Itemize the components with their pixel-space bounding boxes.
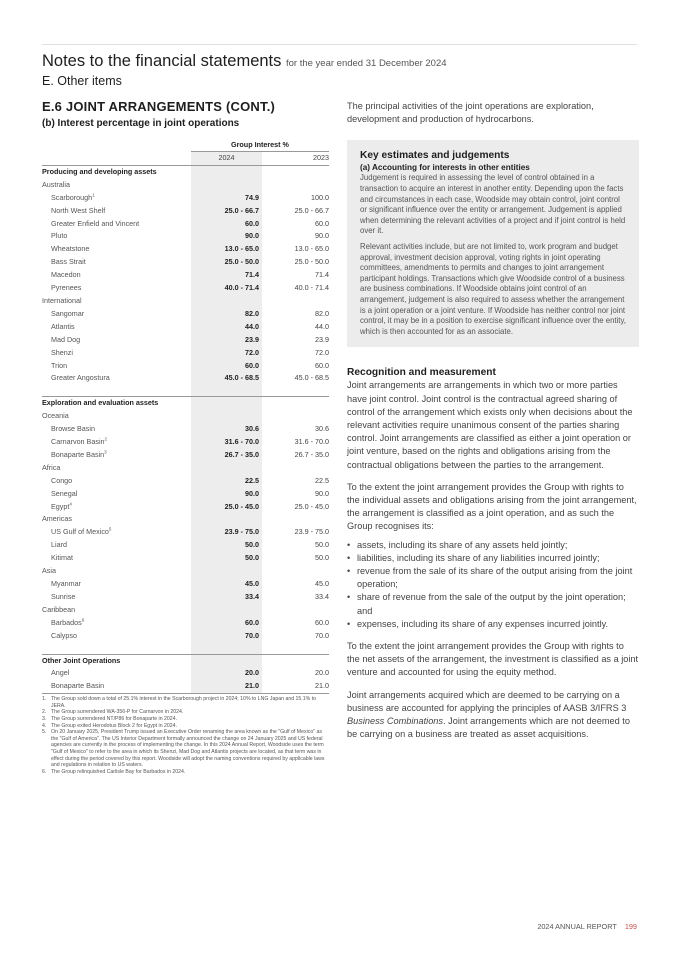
table-group-row [42,654,329,667]
asset-name: Sangomar [51,308,85,318]
value-2024: 70.0 [191,630,262,643]
region-label: Americas [42,514,72,524]
table-row [42,680,329,693]
region-label: Africa [42,462,61,472]
value-2023: 90.0 [315,488,329,498]
region-label: Oceania [42,411,69,421]
footnote [42,709,329,716]
table-row [42,282,329,295]
footnote-text: The Group relinquished Carlisle Bay for Barbados in 2024. [51,768,186,775]
table-row [42,205,329,218]
value-2023: 30.6 [315,424,329,434]
table-row [42,617,329,630]
value-2023: 50.0 [315,553,329,563]
group-interest-header: Group Interest % [191,139,329,152]
footnote [42,769,329,776]
table-group-row [42,165,329,178]
key-estimates-box [347,140,639,347]
value-2023: 44.0 [315,321,329,331]
table-row [42,475,329,488]
group-header-row [42,139,329,152]
value-2024: 72.0 [191,347,262,360]
asset-name: Calypso [51,630,77,640]
report-name: 2024 ANNUAL REPORT [537,922,617,931]
footnotes [42,696,329,775]
asset-name: Liard [51,540,67,550]
footnote-ref: 1 [92,192,95,198]
key-estimates-paragraph-2: Relevant activities include, but are not limited to, work program and budget approval, investment decision approval, voting rights in joint operating committees, amendments to permits and changes to joint arrangement participant holdings. Transactions which give Woodside control of a business are business combinations. If Woodside obtains joint control of an arrangement, judgement is also required to assess whether the arrangement is a joint operation or a joint venture. If Woodside has neither control nor joint control, it may be in a position to exercise significant influence over the entity, which is then accounted for as an associate. [360,241,626,336]
asset-name: Egypt$^4$ [51,501,72,511]
recognition-paragraph-1: Joint arrangements are arrangements in which two or more parties have joint control. Joint control is the contractual agreed sharing of control of the arrangement which exists only when decisions about the relevant activities require unanimous consent of the parties sharing control. Joint arrangements are classified as either a joint operation or joint venture, based on the rights and obligations arising from the contractual obligations between the parties to the arrangement. [347,380,633,470]
table-row [42,552,329,565]
value-2023: 25.0 - 66.7 [294,205,329,215]
table-row [42,501,329,514]
intro-paragraph: The principal activities of the joint operations are exploration, development and production of hydrocarbons. [347,101,594,125]
value-2024: 50.0 [191,552,262,565]
asset-name: Bass Strait [51,257,86,267]
region-label: Caribbean [42,604,76,614]
value-2023: 70.0 [315,630,329,640]
col-2023-header: 2023 [262,152,329,166]
footnote-number: 3. [42,716,47,723]
footnote [42,729,329,769]
table-row [42,347,329,360]
key-estimates-subtitle: (a) Accounting for interests in other entities [360,163,530,173]
footnote-number: 5. [42,729,47,736]
value-2024: 13.0 - 65.0 [191,243,262,256]
right-column [347,100,639,750]
table-spacer [42,643,329,655]
value-2024: 44.0 [191,321,262,334]
table-row [42,256,329,269]
asset-name: Angel [51,668,70,678]
table-group-row [42,397,329,410]
value-2023: 50.0 [315,540,329,550]
value-2024: 60.0 [191,218,262,231]
value-2023: 60.0 [315,218,329,228]
recognition-paragraph-2: To the extent the joint arrangement provides the Group with rights to the individual assets and obligations arising from the joint arrangement, the arrangement is classified as a joint operation, and as such the Group recognises its: [347,481,637,532]
footnote-text: On 20 January 2025, President Trump issued an Executive Order renaming the area known as the "Gulf of Mexico" as the "Gulf of America". The US Interior Department formally announced the change on 24 January 2025 and US federal agencies are currently in the process of implementing the change. In this 2024 Annual Report, Woodside uses the term "Gulf of Mexico" to refer to the area in which its Shenzi, Mad Dog and Atlantis projects are located, as that term was in effect during the period covered by this report. Woodside will adopt the naming conventions required by applicable laws and regulations in relation to US waters. [51,729,325,769]
asset-name: Atlantis [51,321,75,331]
footnote [42,696,329,709]
value-2023: 90.0 [315,231,329,241]
footnote-ref: 3 [104,449,107,455]
asset-name: Macedon [51,270,81,280]
col-2024-header: 2024 [191,152,262,166]
asset-name: Barbados$^6$ [51,617,85,627]
value-2023: 22.5 [315,475,329,485]
asset-name: US Gulf of Mexico$^5$ [51,526,112,537]
value-2023: 23.9 - 75.0 [294,527,329,537]
table-row [42,488,329,501]
bullet-item: • share of revenue from the sale of the output by the joint operation; and [347,591,639,617]
value-2023: 100.0 [311,192,329,202]
table-row [42,578,329,591]
footnote-ref: 4 [69,501,72,507]
value-2024: 25.0 - 50.0 [191,256,262,269]
value-2024: 90.0 [191,230,262,243]
table-row [42,321,329,334]
value-2024: 25.0 - 66.7 [191,205,262,218]
footnote [42,723,329,730]
table-region-row [42,462,329,475]
value-2024: 60.0 [191,617,262,630]
table-region-row [42,295,329,308]
asset-name: Greater Enfield and Vincent [51,218,140,228]
value-2024: 26.7 - 35.0 [191,449,262,462]
asset-name: Myanmar [51,579,81,588]
section-title: E.6 JOINT ARRANGEMENTS (CONT.) [42,99,276,114]
section-label: E. Other items [42,74,122,88]
footnote-number: 1. [42,696,47,703]
value-2024: 30.6 [191,423,262,436]
value-2023: 71.4 [315,270,329,280]
value-2024: 90.0 [191,488,262,501]
footnote-text: The Group sold down a total of 25.1% interest in the Scarborough project in 2024; 10% to LNG Japan and 15.1% to JERA. [51,696,317,709]
value-2023: 60.0 [315,360,329,370]
value-2024: 40.0 - 71.4 [191,282,262,295]
table-spacer [42,385,329,397]
asset-name: North West Shelf [51,205,106,215]
section-subtitle: (b) Interest percentage in joint operations [42,118,240,129]
asset-name: Shenzi [51,347,73,357]
page-header [42,52,642,88]
asset-name: Sunrise [51,591,76,601]
column-header-row [42,152,329,166]
page-title-text: Notes to the financial statements [42,52,282,70]
value-2024: 60.0 [191,360,262,373]
footnote [42,716,329,723]
value-2023: 21.0 [262,680,329,693]
interest-table [42,139,329,694]
bullet-item: • assets, including its share of any assets held jointly; [347,539,639,552]
page-footer [537,922,637,931]
value-2024: 31.6 - 70.0 [191,436,262,449]
table-row [42,526,329,539]
value-2024: 74.9 [191,192,262,205]
asset-name: Kitimat [51,553,73,563]
asset-name: Scarborough$^1$ [51,192,95,202]
footnote-ref: 5 [108,526,112,532]
recognition-paragraph-4: Joint arrangements acquired which are deemed to be carrying on a business are accounted for applying the principles of AASB 3/IFRS 3 Business Combinations. Joint arrangements which are not deemed to be carrying on a business are treated as asset acquisitions. [347,689,630,740]
table-row [42,334,329,347]
value-2024: 82.0 [191,308,262,321]
footnote-number: 6. [42,768,47,775]
asset-name: Senegal [51,488,78,498]
table-region-row [42,179,329,192]
value-2024: 23.9 [191,334,262,347]
recognition-bullets [347,539,639,631]
asset-name: Pluto [51,231,68,241]
table-region-row [42,410,329,423]
page-title [42,52,642,73]
value-2023: 25.0 - 45.0 [294,501,329,511]
value-2024: 45.0 - 68.5 [191,372,262,385]
value-2023: 20.0 [315,668,329,678]
table-row [42,449,329,462]
value-2024: 22.5 [191,475,262,488]
value-2023: 45.0 - 68.5 [294,373,329,383]
footnote-text: The Group surrendered WA-356-P for Carnarvon in 2024. [51,709,184,716]
table-row [42,218,329,231]
footnote-ref: 2 [104,436,108,442]
asset-name: Congo [51,475,73,485]
group-label: Other Joint Operations [42,654,191,667]
asset-name: Bonaparte Basin [42,680,191,693]
asset-name: Bonaparte Basin$^3$ [51,449,107,459]
asset-name: Trion [51,360,68,370]
key-estimates-paragraph-1: Judgement is required in assessing the level of control obtained in a transaction to acquire an interest in another entity. Depending upon the facts and circumstances in each case, Woodside may obtain control, joint control or significant influence over the entity or arrangement. Judgement is applied when determining the relevant activities of a project and if joint control is held over it. [360,173,626,236]
value-2023: 82.0 [315,308,329,318]
value-2023: 25.0 - 50.0 [294,257,329,267]
value-2023: 40.0 - 71.4 [294,283,329,293]
table-region-row [42,604,329,617]
bullet-item: • expenses, including its share of any expenses incurred jointly. [347,618,639,631]
header-rule [42,44,637,45]
region-label: International [42,295,82,305]
footnote-ref: 6 [81,617,85,623]
value-2023: 13.0 - 65.0 [294,244,329,254]
table-row [42,308,329,321]
value-2023: 45.0 [315,579,329,588]
asset-name: Wheatstone [51,244,90,254]
asset-name: Carnarvon Basin$^2$ [51,436,108,447]
table-row [42,372,329,385]
table-row [42,230,329,243]
value-2024: 25.0 - 45.0 [191,501,262,514]
value-2023: 23.9 [315,334,329,344]
group-label: Exploration and evaluation assets [42,397,191,410]
recognition-title: Recognition and measurement [347,367,496,379]
recognition-paragraph-3: To the extent the joint arrangement provides the Group with rights to the net assets of the arrangement, the investment is classified as a joint venture and accounted for using the equity method. [347,640,639,678]
value-2023: 31.6 - 70.0 [294,437,329,447]
asset-name: Pyrenees [51,283,82,293]
table-row [42,360,329,373]
value-2023: 60.0 [315,617,329,627]
value-2023: 26.7 - 35.0 [294,449,329,459]
asset-name: Greater Angostura [51,373,110,383]
table-row [42,243,329,256]
table-row [42,630,329,643]
key-estimates-title: Key estimates and judgements [360,150,510,162]
table-row [42,436,329,449]
footnote-number: 2. [42,709,47,716]
group-label: Producing and developing assets [42,165,191,178]
table-row [42,269,329,282]
value-2024: 23.9 - 75.0 [191,526,262,539]
table-region-row [42,565,329,578]
value-2024: 33.4 [191,591,262,604]
value-2023: 72.0 [315,347,329,357]
table-row [42,667,329,680]
value-2024: 45.0 [191,578,262,591]
bullet-item: • revenue from the sale of its share of the output arising from the joint operation; [347,565,639,591]
footnote-text: The Group exited Herodotus Block 2 for Egypt in 2024. [51,722,178,729]
value-2024: 50.0 [191,539,262,552]
table-row [42,591,329,604]
table-row [42,539,329,552]
value-2024: 71.4 [191,269,262,282]
page-subtitle: for the year ended 31 December 2024 [285,58,447,69]
asset-name: Browse Basin [51,424,95,434]
region-label: Australia [42,179,70,189]
table-region-row [42,513,329,526]
bullet-item: • liabilities, including its share of any liabilities incurred jointly; [347,552,639,565]
left-column [42,99,329,775]
value-2024: 21.0 [191,680,262,693]
region-label: Asia [42,566,56,576]
footnote-number: 4. [42,722,47,729]
asset-name: Mad Dog [51,334,81,344]
table-row [42,423,329,436]
value-2024: 20.0 [191,667,262,680]
table-row [42,192,329,205]
value-2023: 33.4 [315,591,329,601]
footnote-text: The Group surrendered NT/P86 for Bonaparte in 2024. [51,716,178,723]
page-number: 199 [624,922,637,931]
